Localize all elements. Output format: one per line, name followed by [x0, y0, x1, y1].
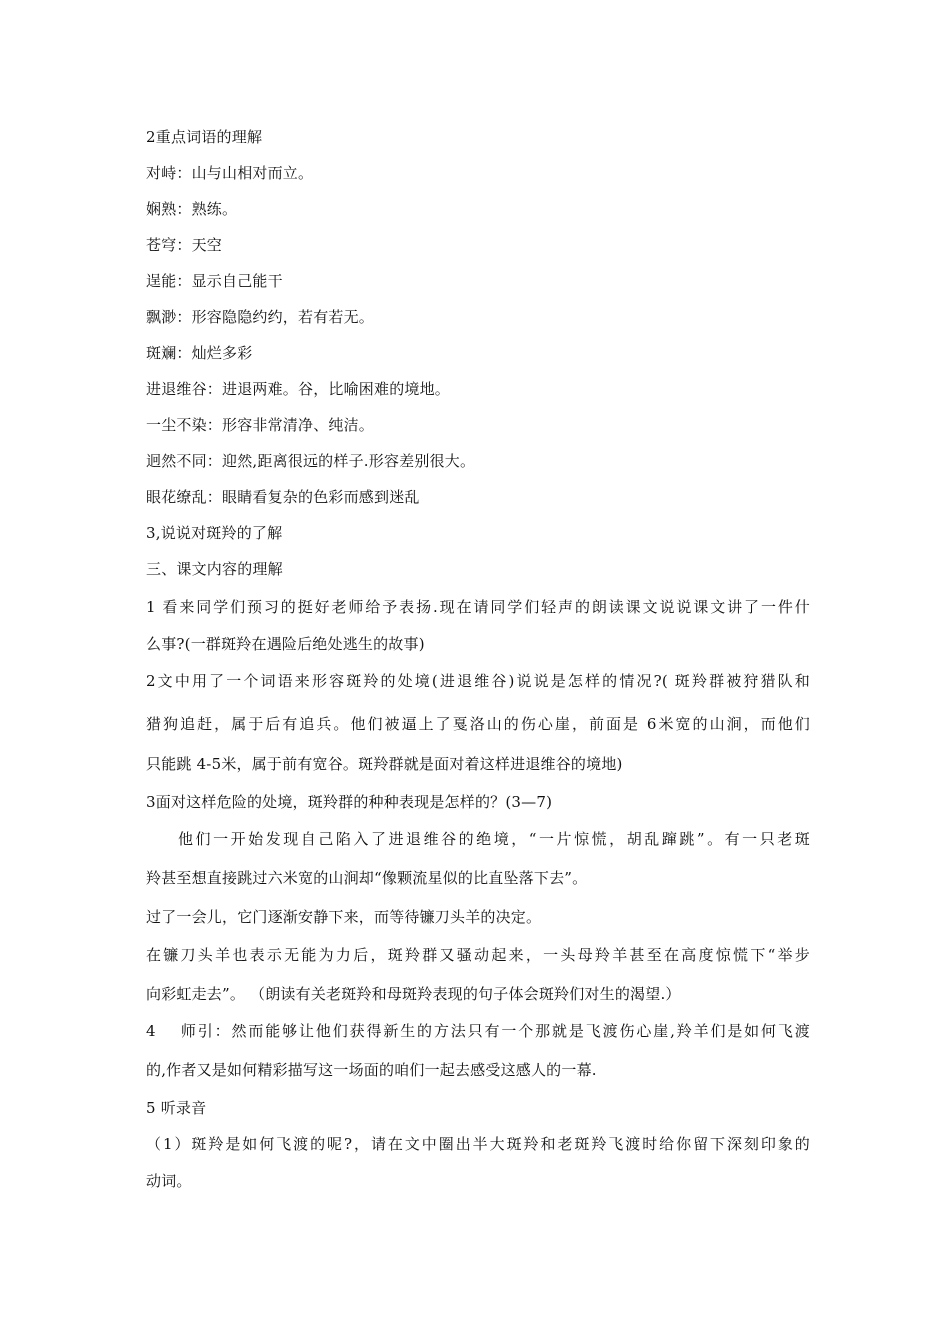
question-2-line-1: 2文中用了一个词语来形容斑羚的处境(进退维谷)说说是怎样的情况?( 斑羚群被狩猎队和 [146, 672, 810, 690]
vocab-item-cangqiong: 苍穹：天空 [146, 236, 223, 254]
vocab-item-piaomiao: 飘渺：形容隐隐约约，若有若无。 [146, 308, 375, 326]
section-heading-about-antelope: 3,说说对斑羚的了解 [146, 524, 283, 542]
question-3: 3面对这样危险的处境，斑羚群的种种表现是怎样的？(3—7) [146, 793, 553, 811]
vocab-item-duizhi: 对峙：山与山相对而立。 [146, 164, 314, 182]
vocab-item-chengneng: 逞能：显示自己能干 [146, 272, 283, 290]
vocab-item-yichenburan: 一尘不染：形容非常清净、纯洁。 [146, 416, 375, 434]
question-4-line-1: 4 师引：然而能够让他们获得新生的方法只有一个那就是飞渡伤心崖,羚羊们是如何飞渡 [146, 1022, 810, 1040]
vocab-item-banlan: 斑斓：灿烂多彩 [146, 344, 253, 362]
vocab-item-jintuiweigu: 进退维谷：进退两难。谷，比喻困难的境地。 [146, 380, 451, 398]
paragraph-panic-line-2: 羚甚至想直接跳过六米宽的山涧却“像颗流星似的比直坠落下去”。 [146, 869, 588, 887]
question-4-line-2: 的,作者又是如何精彩描写这一场面的咱们一起去感受这感人的一幕. [146, 1061, 597, 1079]
paragraph-rainbow-line-1: 在镰刀头羊也表示无能为力后，斑羚群又骚动起来，一头母羚羊甚至在高度惊慌下“举步 [146, 946, 810, 964]
question-1-line-1: 1 看来同学们预习的挺好老师给予表扬.现在请同学们轻声的朗读课文说说课文讲了一件什 [146, 598, 810, 616]
section-heading-content: 三、课文内容的理解 [146, 560, 283, 578]
question-2-line-2: 猎狗追赶，属于后有追兵。他们被逼上了戛洛山的伤心崖，前面是 6米宽的山涧，而他们 [146, 715, 810, 733]
vocab-item-xianshu: 娴熟：熟练。 [146, 200, 238, 218]
sub-question-1-line-2: 动词。 [146, 1172, 192, 1190]
paragraph-panic-line-1: 他们一开始发现自己陷入了进退维谷的绝境，“一片惊慌，胡乱蹿跳”。有一只老斑 [178, 830, 810, 848]
paragraph-rainbow-line-2: 向彩虹走去”。 （朗读有关老斑羚和母斑羚表现的句子体会斑羚们对生的渴望.） [146, 985, 681, 1003]
question-1-line-2: 么事?(一群斑羚在遇险后绝处逃生的故事) [146, 635, 425, 653]
step-5-listen: 5 听录音 [146, 1099, 207, 1117]
paragraph-calm: 过了一会儿，它门逐渐安静下来，而等待镰刀头羊的决定。 [146, 908, 542, 926]
question-2-line-3: 只能跳 4-5米，属于前有宽谷。斑羚群就是面对着这样进退维谷的境地) [146, 755, 623, 773]
vocab-item-yanhualiaoluan: 眼花缭乱：眼睛看复杂的色彩而感到迷乱 [146, 488, 420, 506]
sub-question-1-line-1: （1）斑羚是如何飞渡的呢?，请在文中圈出半大斑羚和老斑羚飞渡时给你留下深刻印象的 [146, 1135, 810, 1153]
vocab-item-jiongranbutong: 迥然不同：迎然,距离很远的样子.形容差别很大。 [146, 452, 476, 470]
section-heading-key-words: 2重点词语的理解 [146, 128, 263, 146]
